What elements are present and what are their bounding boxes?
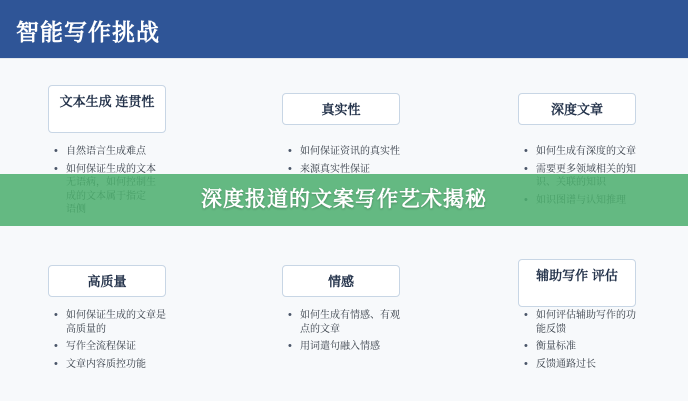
node-heading: 情感 — [282, 265, 400, 297]
list-item: • 反馈通路过长 — [520, 358, 688, 372]
content-panel — [0, 58, 688, 401]
columns-container — [0, 59, 688, 401]
list-item: • 文章内容质控功能 — [50, 358, 236, 372]
node-heading — [518, 259, 636, 307]
node-heading: 深度文章 — [518, 93, 636, 125]
list-item: • 衡量标准 — [520, 340, 688, 354]
list-item: • 如何保证生成的文本 — [50, 163, 236, 217]
node-heading — [48, 85, 166, 133]
list-item: • 如何保证资讯的真实性 — [284, 145, 470, 159]
list-item: • 如何保证生成的文章是 高质量的 — [50, 309, 236, 336]
node-bullets — [520, 309, 688, 375]
list-item: • 自然语言生成难点 — [50, 145, 236, 159]
node-heading-line-1: 文本生成 — [59, 94, 112, 109]
list-item: • 如何生成有深度的文章 — [520, 145, 688, 159]
node-heading-line-1: 辅助写作 — [536, 268, 589, 283]
list-item: • 需要更多领域相关的知 — [520, 163, 688, 190]
page-title: 智能写作挑战 — [16, 19, 160, 45]
node-heading-line-2: 连贯性 — [115, 94, 155, 109]
list-item: • 如何评估辅助写作的功 能反馈 — [520, 309, 688, 336]
node-heading-line-2: 评估 — [591, 268, 618, 283]
list-item: • 来源真实性保证 — [284, 163, 470, 177]
watermark-text: 深度报道的文案写作艺术揭秘 — [201, 188, 487, 211]
title-bar — [0, 0, 688, 58]
list-item: • 用词遣句融入情感 — [284, 340, 470, 354]
node-heading: 高质量 — [48, 265, 166, 297]
node-heading: 真实性 — [282, 93, 400, 125]
list-item: • 写作全流程保证 — [50, 340, 236, 354]
node-bullets — [50, 309, 236, 375]
node-bullets — [284, 309, 470, 358]
list-item: • 如何生成有情感、有观 点的文章 — [284, 309, 470, 336]
